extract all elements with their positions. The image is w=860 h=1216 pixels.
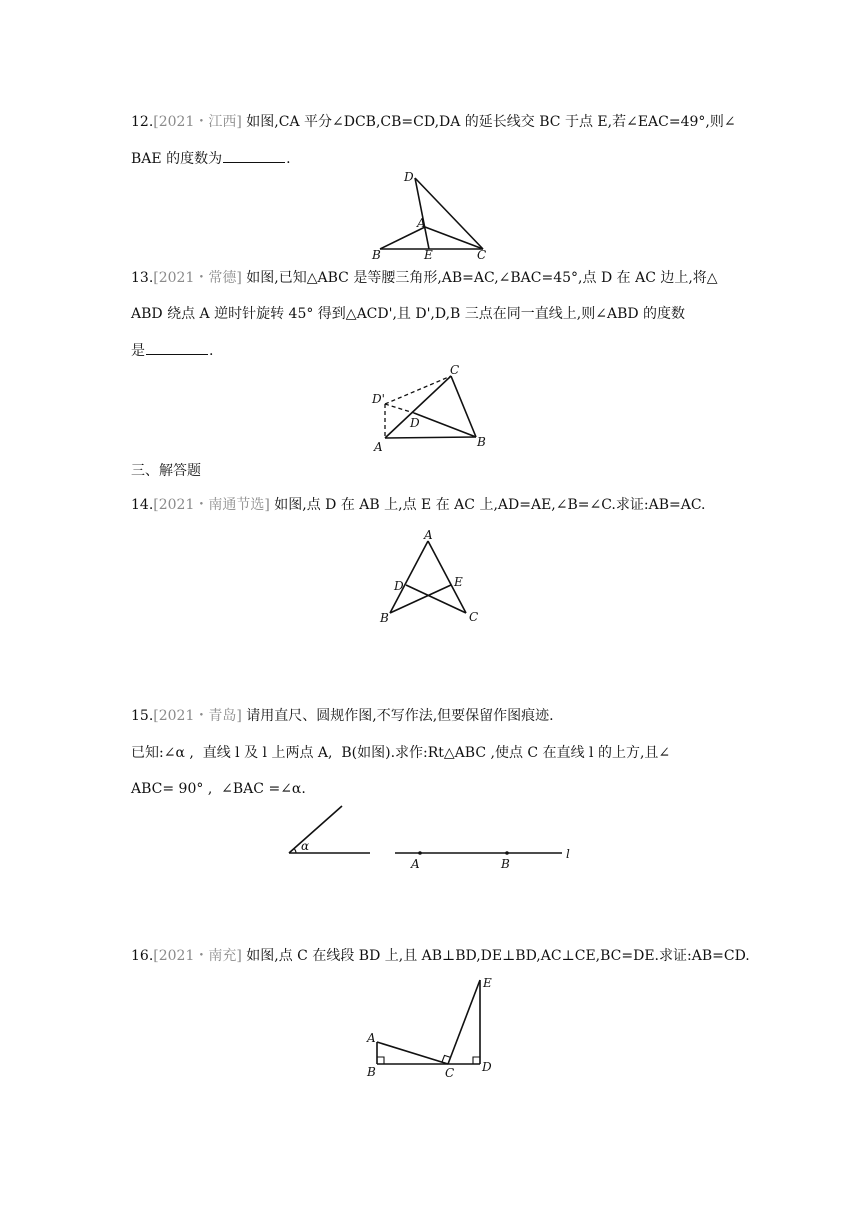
q16-number: 16. (131, 948, 154, 964)
q13-line-3: 是 . (131, 340, 213, 361)
q14-label-E: E (454, 575, 463, 589)
q13-label-Dprime: D' (372, 392, 385, 406)
q15-point-A (418, 851, 422, 855)
q15-line-1 (131, 706, 554, 726)
q13-line-2: ABD 绕点 A 逆时针旋转 45° 得到△ACD',且 D',D,B 三点在同一直线上,则∠ABD 的度数 (131, 306, 686, 322)
q16-source: [2021・南充] (153, 948, 242, 964)
q13-label-D: D (410, 416, 420, 430)
q15-label-alpha: α (301, 839, 310, 853)
q12-label-B: B (372, 248, 381, 262)
q13-label-B: B (477, 435, 486, 449)
q16-segment-CE (448, 980, 480, 1064)
q12-line-1 (131, 112, 736, 132)
q16-segment-AC (377, 1042, 448, 1064)
q12-segment-DE (415, 178, 429, 249)
q15-number: 15. (131, 708, 154, 724)
q12-answer-blank (223, 148, 285, 163)
q13-figure (366, 360, 496, 455)
q16-right-angle-D (473, 1057, 480, 1064)
q16-label-D: D (482, 1060, 492, 1074)
q16-right-angle-B (377, 1057, 384, 1064)
q12-label-E: E (424, 248, 433, 262)
q15-angle-arm-oblique (289, 806, 342, 853)
q14-segment-AB (390, 541, 428, 613)
q16-label-B: B (367, 1065, 376, 1079)
q12-number: 12. (131, 114, 154, 130)
q13-label-A: A (374, 440, 383, 454)
q16-text: 如图,点 C 在线段 BD 上,且 AB⊥BD,DE⊥BD,AC⊥CE,BC=DE.求证:AB=CD. (241, 948, 750, 964)
section-heading: 三、解答题 (131, 463, 201, 479)
q14-line-1 (131, 495, 706, 515)
q16-line-1 (131, 946, 750, 966)
q13-segment-AB (385, 437, 476, 438)
q12-label-C: C (477, 248, 487, 262)
q15-line-3: ABC= 90° , ∠BAC =∠α. (131, 781, 306, 797)
q12-source: [2021・江西] (153, 114, 242, 130)
q13-segment-DpC (385, 376, 451, 404)
q13-label-C: C (450, 363, 460, 377)
q14-text: 如图,点 D 在 AB 上,点 E 在 AC 上,AD=AE,∠B=∠C.求证:AB=AC. (269, 497, 706, 513)
q12-segment-DC (415, 178, 483, 249)
q15-text-1: 请用直尺、圆规作图,不写作法,但要保留作图痕迹. (241, 708, 554, 724)
q15-line-2: 已知:∠α , 直线 l 及 l 上两点 A, B(如图).求作:Rt△ABC ,使点 C 在直线 l 的上方,且∠ (131, 745, 671, 761)
q13-number: 13. (131, 270, 154, 286)
q13-segment-DpD (385, 404, 414, 413)
q12-label-A: A (417, 216, 426, 230)
q15-label-l: l (566, 847, 570, 861)
q12-segment-AC (425, 227, 483, 249)
q13-text-1: 如图,已知△ABC 是等腰三角形,AB=AC,∠BAC=45°,点 D 在 AC 边上,将△ (241, 270, 718, 286)
q16-label-A: A (367, 1031, 376, 1045)
q16-label-E: E (483, 976, 492, 990)
q13-segment-DB (414, 413, 476, 437)
q12-figure (360, 165, 500, 265)
q15-label-A: A (411, 857, 420, 871)
q12-text-1: 如图,CA 平分∠DCB,CB=CD,DA 的延长线交 BC 于点 E,若∠EAC=49°,则∠ (241, 114, 736, 130)
q14-label-B: B (380, 611, 389, 625)
q16-figure (360, 970, 510, 1085)
q14-label-A: A (424, 528, 433, 542)
q12-label-D: D (404, 170, 414, 184)
q13-line-1 (131, 268, 718, 288)
q15-figure (280, 800, 580, 875)
q16-label-C: C (445, 1066, 455, 1080)
q13-answer-blank (146, 340, 208, 355)
q14-label-C: C (469, 610, 479, 624)
q14-segment-DC (406, 585, 466, 613)
q12-segment-BA (380, 227, 425, 249)
q14-figure (376, 525, 486, 630)
q12-line-2: BAE 的度数为 . (131, 148, 291, 169)
q13-source: [2021・常德] (153, 270, 242, 286)
q13-segment-CB (451, 376, 476, 437)
q14-source: [2021・南通节选] (153, 497, 270, 513)
q14-label-D: D (394, 579, 404, 593)
q14-number: 14. (131, 497, 154, 513)
q15-label-B: B (501, 857, 510, 871)
q15-point-B (505, 851, 509, 855)
q12-text-2: BAE 的度数为 (131, 151, 223, 167)
q15-source: [2021・青岛] (153, 708, 242, 724)
